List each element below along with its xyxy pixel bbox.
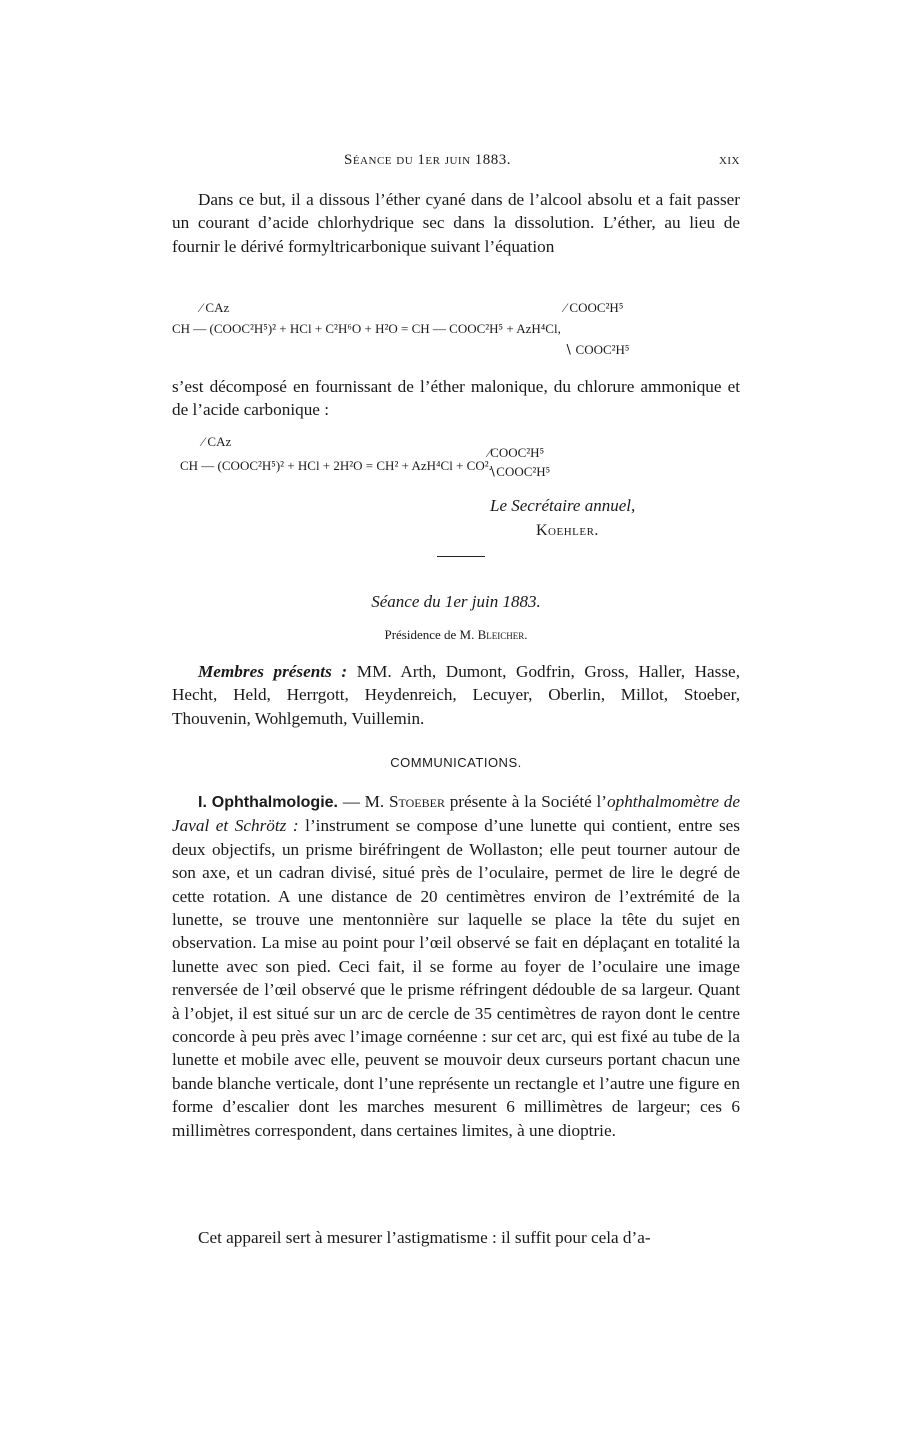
signature-role: Le Secrétaire annuel, <box>490 496 636 515</box>
presidence-prefix: Présidence de M. <box>384 627 475 642</box>
eq1-top-right: ∕ COOC²H⁵ <box>564 300 624 315</box>
eq1-main: CH — (COOC²H⁵)² + HCl + C²H⁶O + H²O = CH — COOC²H⁵ + AzH⁴Cl, <box>172 321 561 336</box>
ophthalmology-text2: l’instrument se compose d’une lunette qui contient, entre ses deux objectifs, un prisme biréfringent de Wollaston; elle peut tourner autour de son axe, et un cadran divisé, situé près de l’oculaire, permet de lire le degré de cette rotation. A une distance de 20 centimètres environ de l’extrémité de la lunette, se trouve une mentonnière sur laquelle se place la tête du sujet en observation. La mise au point pour l’œil observé se fait en déplaçant en totalité la lunette avec son pied. Ceci fait, il se forme au foyer de l’oculaire une image renversée de l’œil observé que le prisme réfringent dédouble de sa largeur. Quant à l’objet, il est situé sur un arc de cercle de 35 centimètres de rayon dont le centre concorde à peu près avec l’image cornéenne : sur cet arc, qui est fixé au tube de la lunette et mobile avec elle, peuvent se mouvoir deux curseurs portant chacun une bande blanche verticale, dont l’une représente un rectangle et l’autre une figure en forme d’escalier dont les marches mesurent 6 millimètres de largeur; ces 6 millimètres correspondent, dans certaines limites, à une dioptrie. <box>172 816 740 1140</box>
equation-1 <box>172 300 740 364</box>
session-title: Séance du 1er juin 1883. <box>371 592 541 611</box>
members-label: Membres présents : <box>198 662 348 681</box>
members-paragraph <box>172 660 740 730</box>
section-divider <box>437 556 485 557</box>
ophthalmology-label: I. Ophthalmologie. <box>198 794 338 811</box>
equation-2 <box>172 434 740 482</box>
eq2-bottom-right: ∖COOC²H⁵ <box>488 464 551 479</box>
eq1-bottom-right: ∖ COOC²H⁵ <box>564 342 630 357</box>
members-list: MM. Arth, Dumont, Godfrin, Gross, Haller, Hasse, Hecht, Held, Herrgott, Heydenreich, Lecuyer, Oberlin, Millot, Stoeber, Thouvenin, Wohlgemuth, Vuillemin. <box>172 662 740 728</box>
presidence-name: Bleicher. <box>477 627 528 642</box>
running-header <box>172 152 740 176</box>
ophthalmology-dash: — M. <box>338 792 389 811</box>
paragraph-decomposition: s’est décomposé en fournissant de l’éther malonique, du chlorure ammonique et de l’acide carbonique : <box>172 377 740 420</box>
ophthalmology-text1: présente à la Société l’ <box>444 792 608 811</box>
closing-line: Cet appareil sert à mesurer l’astigmatisme : il suffit pour cela d’a- <box>198 1228 651 1247</box>
eq1-top-left: ∕ CAz <box>200 300 230 315</box>
eq2-main: CH — (COOC²H⁵)² + HCl + 2H²O = CH² + AzH⁴Cl + CO². <box>180 458 492 473</box>
presidence-line <box>172 627 740 643</box>
communications-heading: COMMUNICATIONS. <box>390 755 522 770</box>
signature-name: Koehler. <box>536 522 599 539</box>
ophthalmology-author: Stoeber <box>388 792 445 811</box>
running-title: Séance du 1er juin 1883. <box>344 152 512 168</box>
eq2-top-right: ∕COOC²H⁵ <box>488 445 545 460</box>
paragraph-intro: Dans ce but, il a dissous l’éther cyané dans de l’alcool absolu et a fait passer un courant d’acide chlorhydrique sec dans la dissolution. L’éther, au lieu de fournir le dérivé formyltricarbonique suivant l’équation <box>172 190 740 256</box>
eq2-top-left: ∕ CAz <box>202 434 232 449</box>
ophthalmology-paragraph <box>172 790 740 1142</box>
page-number: xix <box>718 152 740 168</box>
ophthalmology-instrument: ophthalmomètre de Javal et Schrötz : <box>172 792 740 836</box>
